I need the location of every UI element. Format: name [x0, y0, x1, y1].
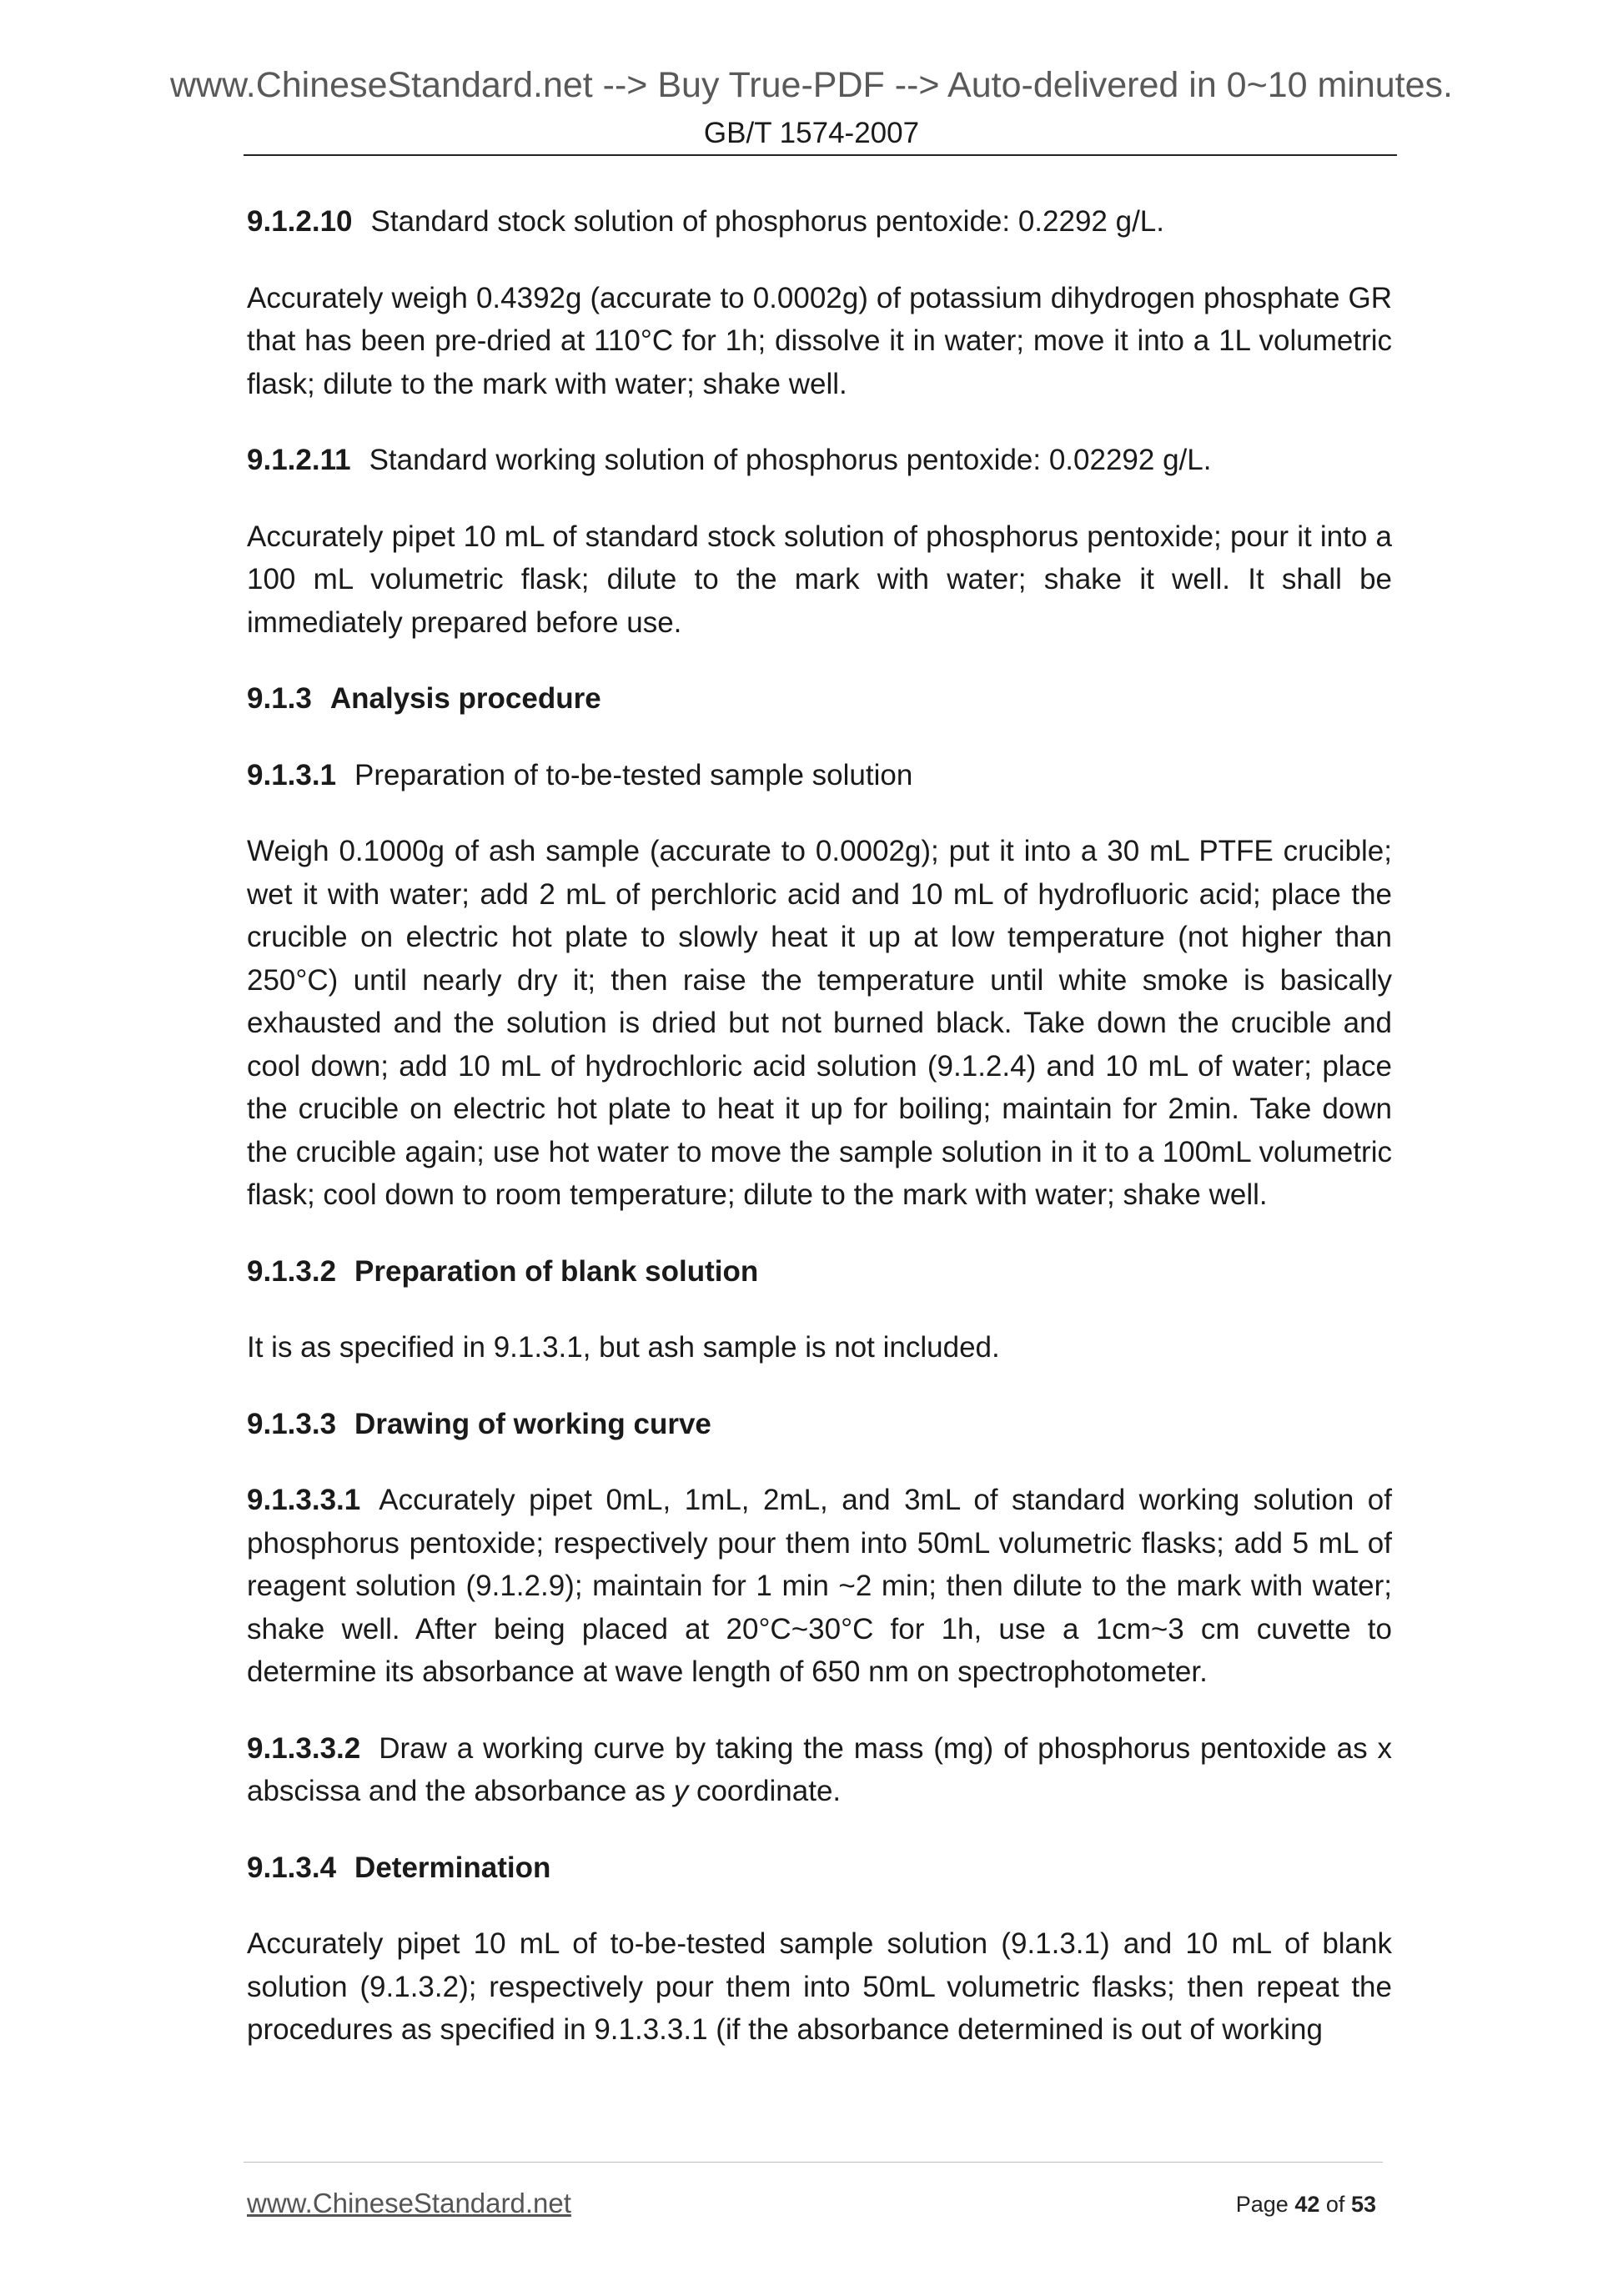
footer-site-link[interactable]: www.ChineseStandard.net — [247, 2188, 571, 2218]
clause-heading-9-1-3 — [247, 677, 1392, 721]
footer-divider — [244, 2162, 1383, 2163]
clause-title: Analysis procedure — [329, 682, 601, 715]
clause-text: Draw a working curve by taking the mass (mg) of phosphorus pentoxide as x abscissa and the absorbance as — [247, 1731, 1392, 1807]
clause-title: Determination — [354, 1851, 551, 1884]
paragraph: Accurately weigh 0.4392g (accurate to 0.0002g) of potassium dihydrogen phosphate GR that has been pre-dried at 110°C for 1h; dissolve it in water; move it into a 1L volumetric flask; dilute to the mark with water; shake well. — [247, 281, 1392, 400]
clause-number: 9.1.3.2 — [247, 1254, 337, 1288]
clause-title: Standard working solution of phosphorus pentoxide: 0.02292 g/L. — [369, 444, 1212, 476]
page-prefix: Page — [1235, 2192, 1289, 2217]
clause-number: 9.1.3.4 — [247, 1851, 337, 1884]
clause-heading-9-1-3-2 — [247, 1250, 1392, 1294]
clause-number: 9.1.3.3.2 — [247, 1731, 361, 1765]
clause-heading-9-1-3-1 — [247, 754, 1392, 797]
clause-text: coordinate. — [688, 1775, 842, 1807]
document-body — [247, 200, 1392, 2085]
paragraph: Accurately pipet 10 mL of standard stock solution of phosphorus pentoxide; pour it into a 100 mL volumetric flask; dilute to the mark with water; shake it well. It shall be immediately prepared before use. — [247, 520, 1392, 639]
clause-number: 9.1.3.3 — [247, 1407, 337, 1440]
clause-title: Preparation of to-be-tested sample solution — [354, 758, 913, 791]
page-of: of — [1325, 2192, 1345, 2217]
clause-heading-9-1-2-11 — [247, 439, 1392, 482]
clause-title: Drawing of working curve — [354, 1407, 711, 1440]
header-divider — [244, 154, 1397, 156]
paragraph: Accurately pipet 10 mL of to-be-tested sample solution (9.1.3.1) and 10 mL of blank solution (9.1.3.2); respectively pour them into 50mL volumetric flasks; then repeat the procedures as specified in 9.1.3.3.1 (if the absorbance determined is out of working — [247, 1927, 1392, 2046]
clause-9-1-3-3-1 — [247, 1479, 1392, 1694]
clause-number: 9.1.2.10 — [247, 205, 353, 238]
clause-number: 9.1.3.1 — [247, 758, 337, 791]
clause-number: 9.1.3 — [247, 682, 312, 715]
clause-number: 9.1.2.11 — [247, 444, 351, 476]
clause-title: Preparation of blank solution — [354, 1254, 759, 1288]
clause-9-1-3-3-2 — [247, 1727, 1392, 1813]
clause-number: 9.1.3.3.1 — [247, 1484, 361, 1516]
top-banner-link[interactable]: www.ChineseStandard.net --> Buy True-PDF --> Auto-delivered in 0~10 minutes. — [169, 65, 1453, 105]
paragraph: It is as specified in 9.1.3.1, but ash sample is not included. — [247, 1331, 1000, 1364]
clause-text: Accurately pipet 0mL, 1mL, 2mL, and 3mL of standard working solution of phosphorus pentoxide; respectively pour them into 50mL volumetric flasks; add 5 mL of reagent solution (9.1.2.9); maintain for 1 min ~2 min; then dilute to the mark with water; shake well. After being placed at 20°C~30°C for 1h, use a 1cm~3 cm cuvette to determine its absorbance at wave length of 650 nm on spectrophotometer. — [247, 1484, 1392, 1688]
clause-text-italic: y — [673, 1775, 689, 1807]
page-current: 42 — [1294, 2192, 1320, 2217]
clause-heading-9-1-2-10 — [247, 200, 1392, 244]
page-total: 53 — [1350, 2192, 1376, 2217]
document-code: GB/T 1574-2007 — [703, 117, 920, 149]
page-indicator — [1236, 2192, 1376, 2218]
clause-title: Standard stock solution of phosphorus pentoxide: 0.2292 g/L. — [370, 205, 1164, 238]
clause-heading-9-1-3-4 — [247, 1846, 1392, 1890]
paragraph: Weigh 0.1000g of ash sample (accurate to 0.0002g); put it into a 30 mL PTFE crucible; wet it with water; add 2 mL of perchloric acid and 10 mL of hydrofluoric acid; place the crucible on electric hot plate to slowly heat it up at low temperature (not higher than 250°C) until nearly dry it; then raise the temperature until white smoke is basically exhausted and the solution is dried but not burned black. Take down the crucible and cool down; add 10 mL of hydrochloric acid solution (9.1.2.4) and 10 mL of water; place the crucible on electric hot plate to heat it up for boiling; maintain for 2min. Take down the crucible again; use hot water to move the sample solution in it to a 100mL volumetric flask; cool down to room temperature; dilute to the mark with water; shake well. — [247, 835, 1392, 1211]
clause-heading-9-1-3-3 — [247, 1403, 1392, 1446]
